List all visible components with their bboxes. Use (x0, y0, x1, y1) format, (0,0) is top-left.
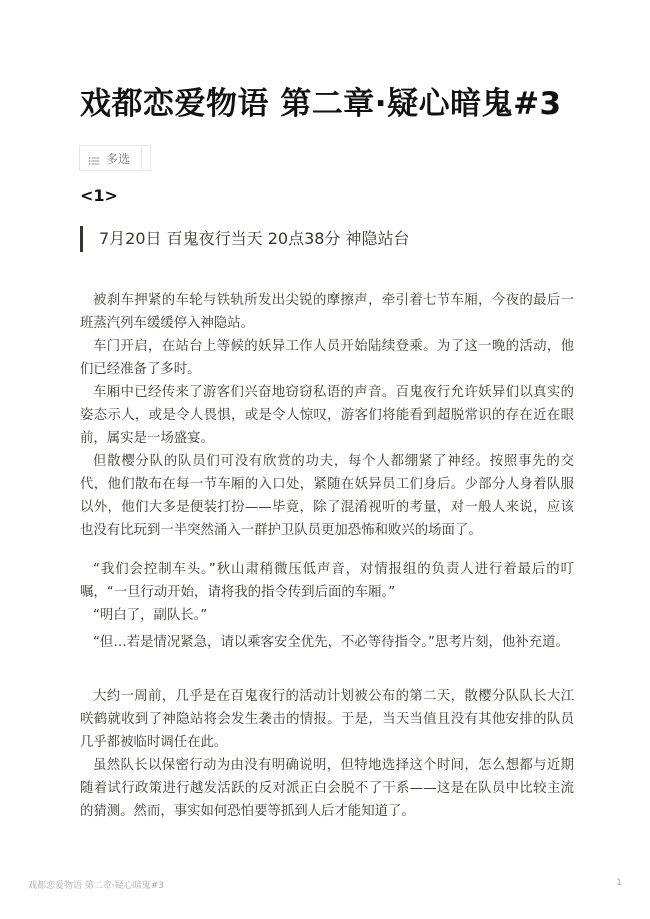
paragraph-3: 车厢中已经传来了游客们兴奋地窃窃私语的声音。百鬼夜行允许妖异们以真实的姿态示人，或是令人畏惧，或是令人惊叹，游客们将能看到超脱常识的存在近在眼前，属实是一场盛宴。 (80, 385, 574, 446)
page-title: 戏都恋爱物语 第二章·疑心暗鬼#3 (80, 86, 562, 122)
quote-block: 7月20日 百鬼夜行当天 20点38分 神隐站台 (80, 226, 410, 252)
paragraph-6: “明白了，副队长。” (93, 608, 208, 623)
page-number: 1 (616, 878, 622, 888)
paragraph-2: 车门开启，在站台上等候的妖异工作人员开始陆续登乘。为了这一晚的活动，他们已经准备了多时。 (80, 339, 574, 377)
multi-select-property[interactable] (79, 145, 151, 171)
paragraph-9: 虽然队长以保密行动为由没有明确说明，但特地选择这个时间，怎么想都与近期随着试行政策进行越发活跃的反对派正白会脱不了干系——这是在队员中比较主流的猜测。然而，事实如何恐怕要等抓到人后才能知道了。 (80, 758, 574, 819)
paragraph-1: 被刹车押紧的车轮与铁轨所发出尖锐的摩擦声，牵引着七节车厢，今夜的最后一班蒸汽列车缓缓停入神隐站。 (80, 293, 574, 331)
property-label: 多选 (106, 151, 131, 166)
paragraph-4: 但散樱分队的队员们可没有欣赏的功夫，每个人都绷紧了神经。按照事先的交代，他们散布在每一节车厢的入口处，紧随在妖异员工们身后。少部分人身着队服以外，他们大多是便装打扮——毕竟，除了混淆视听的考量，对一般人来说，应该也没有比玩到一半突然涌入一群护卫队员更加恐怖和败兴的场面了。 (80, 454, 574, 538)
paragraph-5: “我们会控制车头。”秋山肃稍微压低声音，对情报组的负责人进行着最后的叮嘱，“一旦行动开始，请将我的指令传到后面的车厢。” (80, 562, 574, 600)
list-icon (88, 152, 100, 164)
section-heading: <1> (80, 186, 118, 205)
property-value-cell (141, 145, 151, 171)
paragraph-8: 大约一周前，几乎是在百鬼夜行的活动计划被公布的第二天，散樱分队队长大江咲鹤就收到了神隐站将会发生袭击的情报。于是，当天当值且没有其他安排的队员几乎都被临时调任在此。 (80, 689, 574, 750)
footer-title: 戏都恋爱物语 第二章·疑心暗鬼#3 (28, 881, 164, 891)
paragraph-7: “但…若是情况紧急，请以乘客安全优先，不必等待指令。”思考片刻，他补充道。 (93, 635, 569, 650)
